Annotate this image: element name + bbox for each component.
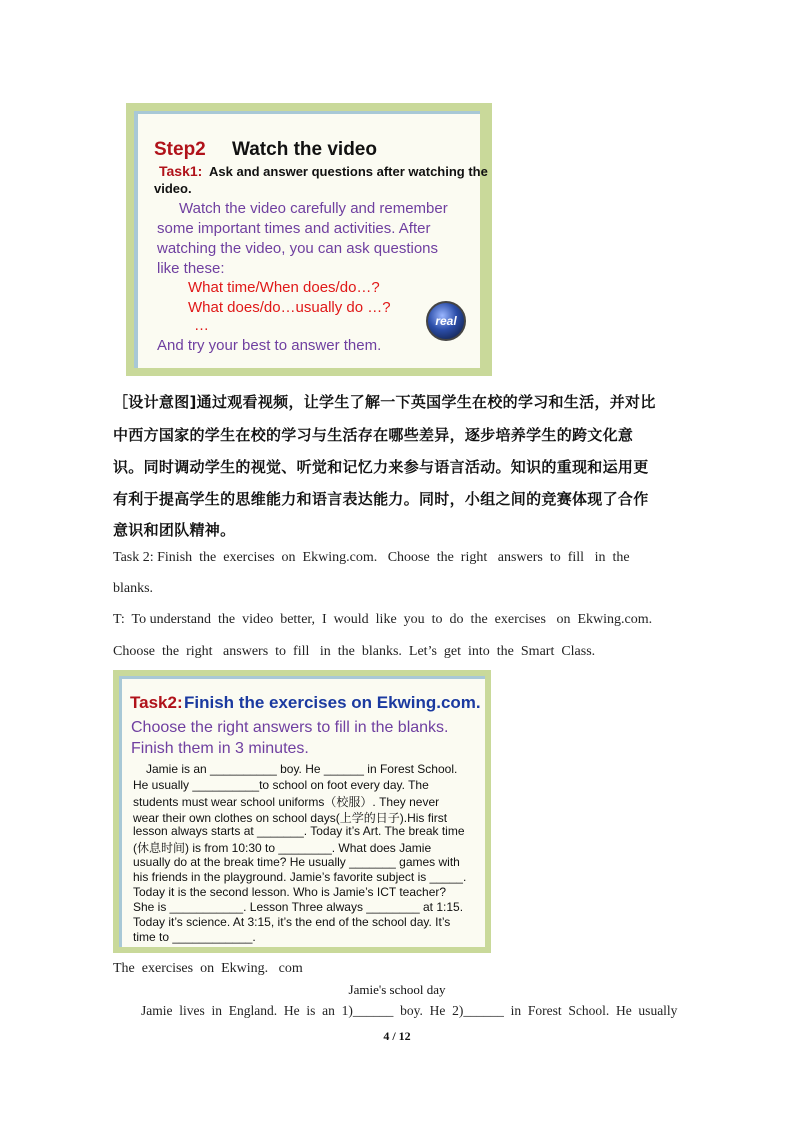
real-player-logo-icon: real xyxy=(426,301,466,341)
exercise-line: students must wear school uniforms（校服）. They never xyxy=(133,795,440,809)
exercise-line: He usually __________to school on foot every day. The xyxy=(133,778,429,792)
exercise-line: Today it is the second lesson. Who is Jamie’s ICT teacher? xyxy=(133,885,447,899)
design-note-line: 意识和团队精神。 xyxy=(113,521,236,539)
task2-line: Task 2: Finish the exercises on Ekwing.com. Choose the right answers to fill in the xyxy=(113,550,630,565)
example-ellipsis: … xyxy=(194,317,209,334)
task-text: Ask and answer questions after watching the xyxy=(209,164,488,179)
instruction-line: Choose the right answers to fill in the blanks. xyxy=(131,719,449,736)
slide-watch-video xyxy=(126,103,492,376)
exercise-line: She is ___________. Lesson Three always ________ at 1:15. xyxy=(133,900,464,914)
design-note-line: ［设计意图]通过观看视频，让学生了解一下英国学生在校的学习和生活，并对比 xyxy=(113,393,656,411)
design-note-line: 有利于提高学生的思维能力和语言表达能力。同时，小组之间的竞赛体现了合作 xyxy=(113,490,649,508)
closing-line: And try your best to answer them. xyxy=(157,337,382,354)
slide-panel xyxy=(134,111,488,368)
exercise-line: time to ____________. xyxy=(133,930,256,944)
instruction-line: Watch the video carefully and remember xyxy=(179,200,448,217)
slide-panel xyxy=(119,676,485,947)
example-question: What does/do…usually do …? xyxy=(188,299,391,316)
step-label: Step2 xyxy=(154,139,206,160)
exercises-label: The exercises on Ekwing. com xyxy=(113,961,303,976)
instruction-line: watching the video, you can ask questions xyxy=(157,240,439,257)
instruction-line: Finish them in 3 minutes. xyxy=(131,740,309,757)
task2-line: blanks. xyxy=(113,581,154,596)
instruction-line: like these: xyxy=(157,260,225,277)
exercise-line: his friends in the playground. Jamie’s favorite subject is _____. xyxy=(133,870,467,884)
task2-line: Choose the right answers to fill in the blanks. Let’s get into the Smart Class. xyxy=(113,644,596,659)
design-note-line: 中西方国家的学生在校的学习与生活存在哪些差异，逐步培养学生的跨文化意 xyxy=(113,426,634,444)
design-note-line: 识。同时调动学生的视觉、听觉和记忆力来参与语言活动。知识的重现和运用更 xyxy=(113,458,649,476)
exercise-line: Jamie is an __________ boy. He ______ in Forest School. xyxy=(146,762,458,776)
slide-title: Watch the video xyxy=(232,139,377,160)
passage-title: Jamie's school day xyxy=(348,982,446,997)
task-label: Task2: xyxy=(130,693,183,712)
exercise-line: Today it’s science. At 3:15, it’s the end of the school day. It’s xyxy=(133,915,451,929)
task2-line: T: To understand the video better, I would like you to do the exercises on Ekwing.com. xyxy=(113,612,653,627)
exercise-line: wear their own clothes on school days(上学的日子).His first xyxy=(133,811,448,825)
exercise-line: (休息时间) is from 10:30 to ________. What does Jamie xyxy=(133,841,432,855)
page-number: 4 / 12 xyxy=(383,1029,411,1043)
passage-line: Jamie lives in England. He is an 1)______ boy. He 2)______ in Forest School. He usually xyxy=(141,1003,678,1018)
task-text-cont: video. xyxy=(154,181,192,196)
exercise-line: lesson always starts at _______. Today it’s Art. The break time xyxy=(133,824,465,838)
example-question: What time/When does/do…? xyxy=(188,279,380,296)
slide-exercises xyxy=(113,670,491,953)
instruction-line: some important times and activities. After xyxy=(157,220,431,237)
task-label: Task1: xyxy=(159,163,203,179)
exercise-line: usually do at the break time? He usually _______ games with xyxy=(133,855,460,869)
slide-title: Finish the exercises on Ekwing.com. xyxy=(184,693,481,712)
